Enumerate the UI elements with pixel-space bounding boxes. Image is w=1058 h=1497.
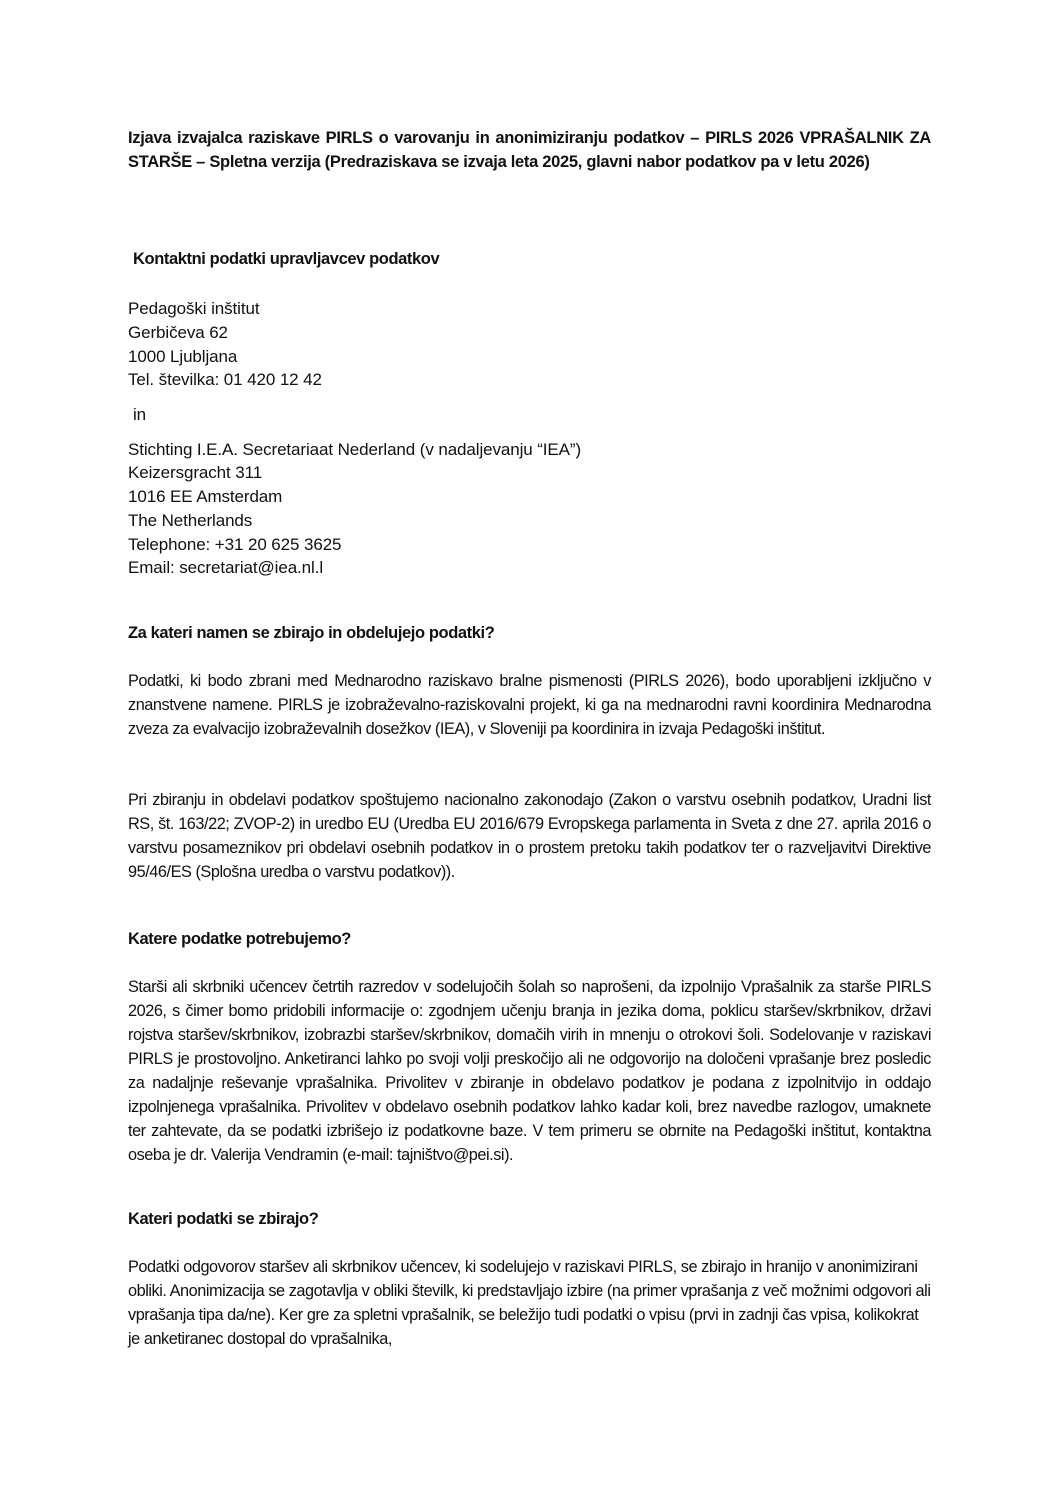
section-heading-purpose: Za kateri namen se zbirajo in obdelujejo podatki? [128, 624, 495, 642]
controller-1-street: Gerbičeva 62 [128, 323, 228, 342]
conjunction-text: in [133, 405, 147, 424]
controller-2-email: Email: secretariat@iea.nl.l [128, 558, 324, 577]
controller-2-city: 1016 EE Amsterdam [128, 487, 283, 506]
controller-2-country: The Netherlands [128, 511, 253, 530]
section-heading-collected-data: Kateri podatki se zbirajo? [128, 1210, 319, 1228]
purpose-paragraph-2: Pri zbiranju in obdelavi podatkov spoštujemo nacionalno zakonodajo (Zakon o varstvu osebnih podatkov, Uradni list RS, št. 163/22; ZVOP-2) in uredbo EU (Uredba EU 2016/679 Evropskega parlamenta in Sveta z dne 27. aprila 2016 o varstvu posameznikov pri obdelavi osebnih podatkov in o prostem pretoku takih podatkov ter o razveljavitvi Direktive 95/46/ES (Splošna uredba o varstvu podatkov)). [128, 791, 931, 881]
purpose-paragraph-1: Podatki, ki bodo zbrani med Mednarodno raziskavo bralne pismenosti (PIRLS 2026), bodo uporabljeni izključno v znanstvene namene. PIRLS je izobraževalno-raziskovalni projekt, ki ga na mednarodni ravni koordinira Mednarodna zveza za evalvacijo izobraževalnih dosežkov (IEA), v Sloveniji pa koordinira in izvaja Pedagoški inštitut. [128, 672, 931, 738]
collected-data-paragraph: Podatki odgovorov staršev ali skrbnikov učencev, ki sodelujejo v raziskavi PIRLS, se zbirajo in hranijo v anonimizirani obliki. Anonimizacija se zagotavlja v obliki številk, ki predstavljajo izbire (na primer vprašanja z več možnimi odgovori ali vprašanja tipa da/ne). Ker gre za spletni vprašalnik, se beležijo tudi podatki o vpisu (prvi in zadnji čas vpisa, kolikokrat je anketiranec dostopal do vprašalnika, [128, 1258, 931, 1348]
controller-2-name: Stichting I.E.A. Secretariaat Nederland (v nadaljevanju “IEA”) [128, 440, 582, 459]
controller-2-phone: Telephone: +31 20 625 3625 [128, 535, 342, 554]
controller-1-city: 1000 Ljubljana [128, 347, 238, 366]
controller-2-street: Keizersgracht 311 [128, 463, 263, 482]
controller-1-name: Pedagoški inštitut [128, 299, 260, 318]
contact-heading: Kontaktni podatki upravljavcev podatkov [133, 250, 440, 268]
needed-data-paragraph: Starši ali skrbniki učencev četrtih razredov v sodelujočih šolah so naprošeni, da izpolnijo Vprašalnik za starše PIRLS 2026, s čimer bomo pridobili informacije o: zgodnjem učenju branja in jezika doma, poklicu staršev/skrbnikov, državi rojstva staršev/skrbnikov, izobrazbi staršev/skrbnikov, domačih virih in mnenju o otrokovi šoli. Sodelovanje v raziskavi PIRLS je prostovoljno. Anketiranci lahko po svoji volji preskočijo ali ne odgovorijo na določeni vprašanje brez posledic za nadaljnje reševanje vprašalnika. Privolitev v zbiranje in obdelavo podatkov je podana z izpolnitvijo in oddajo izpolnjenega vprašalnika. Privolitev v obdelavo osebnih podatkov lahko kadar koli, brez navedbe razlogov, umaknete ter zahtevate, da se podatki izbrišejo iz podatkovne baze. V tem primeru se obrnite na Pedagoški inštitut, kontaktna oseba je dr. Valerija Vendramin (e-mail: tajništvo@pei.si). [128, 978, 931, 1164]
section-heading-needed-data: Katere podatke potrebujemo? [128, 930, 351, 948]
document-title: Izjava izvajalca raziskave PIRLS o varovanju in anonimiziranju podatkov – PIRLS 2026 VPRAŠALNIK ZA STARŠE – Spletna verzija (Predraziskava se izvaja leta 2025, glavni nabor podatkov pa v letu 2026) [128, 129, 931, 171]
controller-1-phone: Tel. številka: 01 420 12 42 [128, 370, 322, 389]
